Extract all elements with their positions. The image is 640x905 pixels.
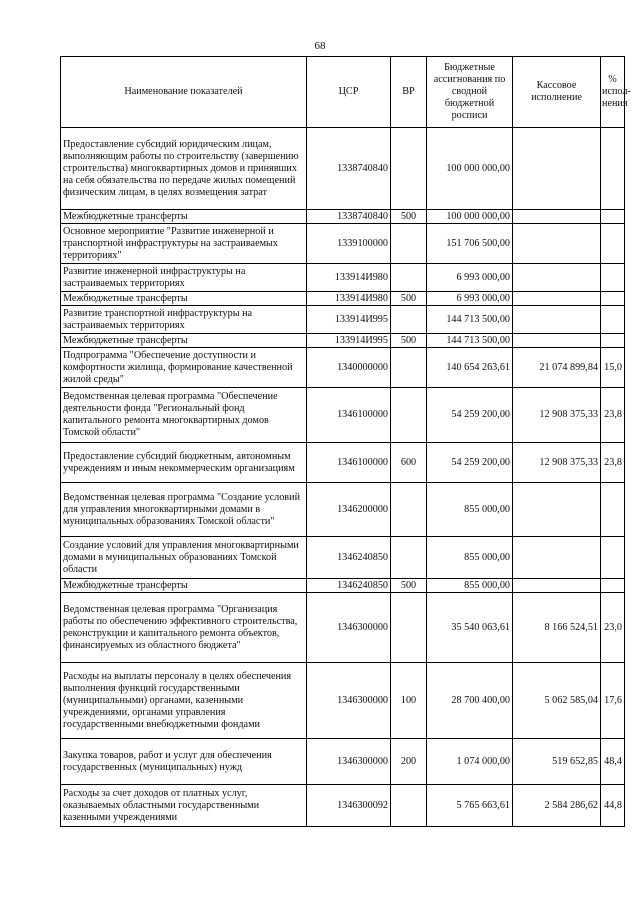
cell-cash — [513, 224, 601, 264]
cell-csr: 1346240850 — [307, 537, 391, 579]
cell-pct — [601, 128, 625, 210]
cell-name: Ведомственная целевая программа "Создание условий для управления многоквартирными домами в муниципальных образованиях Томской области" — [61, 483, 307, 537]
table-row — [61, 306, 625, 334]
cell-cash — [513, 306, 601, 334]
cell-budget: 35 540 063,61 — [427, 593, 513, 663]
cell-budget: 151 706 500,00 — [427, 224, 513, 264]
cell-csr: 1346300000 — [307, 593, 391, 663]
cell-cash: 12 908 375,33 — [513, 388, 601, 443]
cell-budget: 1 074 000,00 — [427, 739, 513, 785]
cell-csr: 133914И995 — [307, 306, 391, 334]
cell-name: Предоставление субсидий юридическим лицам, выполняющим работы по строительству (завершению строительства) многоквартирных домов и принявших на себя обязательства по передаче жилых помещений физическим лицам, в целях возмещения затрат — [61, 128, 307, 210]
budget-execution-table — [60, 56, 631, 827]
cell-csr: 133914И995 — [307, 334, 391, 348]
table-row — [61, 388, 625, 443]
cell-vr: 500 — [391, 292, 427, 306]
cell-pct — [601, 483, 625, 537]
cell-vr — [391, 128, 427, 210]
cell-csr: 1346240850 — [307, 579, 391, 593]
cell-pct: 23,8 — [601, 443, 625, 483]
cell-csr: 1346200000 — [307, 483, 391, 537]
table-header-row — [61, 57, 625, 128]
table-row — [61, 663, 625, 739]
table-row — [61, 739, 625, 785]
cell-budget: 140 654 263,61 — [427, 348, 513, 388]
cell-name: Предоставление субсидий бюджетным, автономным учреждениям и иным некоммерческим организациям — [61, 443, 307, 483]
cell-csr: 1338740840 — [307, 210, 391, 224]
table-row — [61, 593, 625, 663]
cell-pct — [601, 264, 625, 292]
cell-budget: 6 993 000,00 — [427, 292, 513, 306]
cell-cash: 5 062 585,04 — [513, 663, 601, 739]
cell-budget: 28 700 400,00 — [427, 663, 513, 739]
table-row — [61, 785, 625, 827]
cell-cash: 519 652,85 — [513, 739, 601, 785]
cell-csr: 1346100000 — [307, 388, 391, 443]
cell-name: Расходы за счет доходов от платных услуг, оказываемых областными государственными казенными учреждениями — [61, 785, 307, 827]
cell-pct: 48,4 — [601, 739, 625, 785]
cell-name: Расходы на выплаты персоналу в целях обеспечения выполнения функций государственными (муниципальными) органами, казенными учреждениями, органами управления государственными внебюджетными фондами — [61, 663, 307, 739]
cell-cash: 21 074 899,84 — [513, 348, 601, 388]
cell-csr: 133914И980 — [307, 292, 391, 306]
header-budget: Бюджетные ассигнования по сводной бюджетной росписи — [427, 57, 513, 128]
cell-cash — [513, 264, 601, 292]
cell-name: Ведомственная целевая программа "Организация работы по обеспечению эффективного строительства, реконструкции и капитального ремонта объектов, финансируемых из областного бюджета" — [61, 593, 307, 663]
cell-vr — [391, 785, 427, 827]
cell-cash: 12 908 375,33 — [513, 443, 601, 483]
cell-vr — [391, 537, 427, 579]
cell-pct — [601, 579, 625, 593]
cell-name: Закупка товаров, работ и услуг для обеспечения государственных (муниципальных) нужд — [61, 739, 307, 785]
cell-cash: 8 166 524,51 — [513, 593, 601, 663]
cell-pct: 15,0 — [601, 348, 625, 388]
table-row — [61, 210, 625, 224]
cell-budget: 100 000 000,00 — [427, 210, 513, 224]
cell-pct: 23,0 — [601, 593, 625, 663]
table-row — [61, 128, 625, 210]
cell-budget: 855 000,00 — [427, 579, 513, 593]
cell-pct — [601, 537, 625, 579]
cell-budget: 6 993 000,00 — [427, 264, 513, 292]
page-number: 68 — [314, 40, 326, 52]
cell-pct — [601, 334, 625, 348]
cell-csr: 1346300000 — [307, 663, 391, 739]
table-row — [61, 264, 625, 292]
cell-vr: 100 — [391, 663, 427, 739]
cell-pct — [601, 224, 625, 264]
cell-cash — [513, 292, 601, 306]
cell-name: Основное мероприятие "Развитие инженерной и транспортной инфраструктуры на застраиваемых территориях" — [61, 224, 307, 264]
table-row — [61, 579, 625, 593]
table-row — [61, 292, 625, 306]
cell-cash: 2 584 286,62 — [513, 785, 601, 827]
cell-budget: 855 000,00 — [427, 483, 513, 537]
cell-name: Межбюджетные трансферты — [61, 210, 307, 224]
cell-vr — [391, 264, 427, 292]
cell-pct: 17,6 — [601, 663, 625, 739]
cell-cash — [513, 334, 601, 348]
cell-vr — [391, 483, 427, 537]
cell-vr — [391, 388, 427, 443]
cell-csr: 133914И980 — [307, 264, 391, 292]
cell-name: Подпрограмма "Обеспечение доступности и комфортности жилища, формирование качественной жилой среды" — [61, 348, 307, 388]
cell-vr: 600 — [391, 443, 427, 483]
cell-cash — [513, 128, 601, 210]
table-row — [61, 483, 625, 537]
cell-name: Развитие транспортной инфраструктуры на застраиваемых территориях — [61, 306, 307, 334]
cell-vr: 200 — [391, 739, 427, 785]
cell-vr — [391, 224, 427, 264]
cell-budget: 855 000,00 — [427, 537, 513, 579]
header-pct: % испол-нения — [601, 57, 625, 128]
cell-budget: 5 765 663,61 — [427, 785, 513, 827]
cell-budget: 100 000 000,00 — [427, 128, 513, 210]
cell-csr: 1346100000 — [307, 443, 391, 483]
table-row — [61, 537, 625, 579]
header-name: Наименование показателей — [61, 57, 307, 128]
cell-name: Межбюджетные трансферты — [61, 579, 307, 593]
cell-vr: 500 — [391, 334, 427, 348]
cell-cash — [513, 210, 601, 224]
cell-budget: 144 713 500,00 — [427, 306, 513, 334]
table-row — [61, 334, 625, 348]
cell-pct — [601, 306, 625, 334]
cell-pct — [601, 292, 625, 306]
table-row — [61, 443, 625, 483]
cell-csr: 1338740840 — [307, 128, 391, 210]
cell-budget: 54 259 200,00 — [427, 443, 513, 483]
cell-vr: 500 — [391, 210, 427, 224]
cell-pct: 44,8 — [601, 785, 625, 827]
cell-csr: 1346300092 — [307, 785, 391, 827]
header-csr: ЦСР — [307, 57, 391, 128]
header-cash: Кассовое исполнение — [513, 57, 601, 128]
cell-vr — [391, 306, 427, 334]
cell-pct — [601, 210, 625, 224]
cell-pct: 23,8 — [601, 388, 625, 443]
cell-budget: 54 259 200,00 — [427, 388, 513, 443]
table-row — [61, 348, 625, 388]
cell-name: Межбюджетные трансферты — [61, 334, 307, 348]
table-row — [61, 224, 625, 264]
cell-csr: 1339100000 — [307, 224, 391, 264]
cell-vr: 500 — [391, 579, 427, 593]
cell-name: Создание условий для управления многоквартирными домами в муниципальных образованиях Томской области — [61, 537, 307, 579]
cell-cash — [513, 483, 601, 537]
cell-name: Развитие инженерной инфраструктуры на застраиваемых территориях — [61, 264, 307, 292]
cell-csr: 1340000000 — [307, 348, 391, 388]
cell-vr — [391, 593, 427, 663]
cell-name: Ведомственная целевая программа "Обеспечение деятельности фонда "Региональный фонд капитального ремонта многоквартирных домов Томской области" — [61, 388, 307, 443]
cell-cash — [513, 537, 601, 579]
cell-cash — [513, 579, 601, 593]
header-vr: ВР — [391, 57, 427, 128]
cell-budget: 144 713 500,00 — [427, 334, 513, 348]
cell-vr — [391, 348, 427, 388]
cell-csr: 1346300000 — [307, 739, 391, 785]
cell-name: Межбюджетные трансферты — [61, 292, 307, 306]
